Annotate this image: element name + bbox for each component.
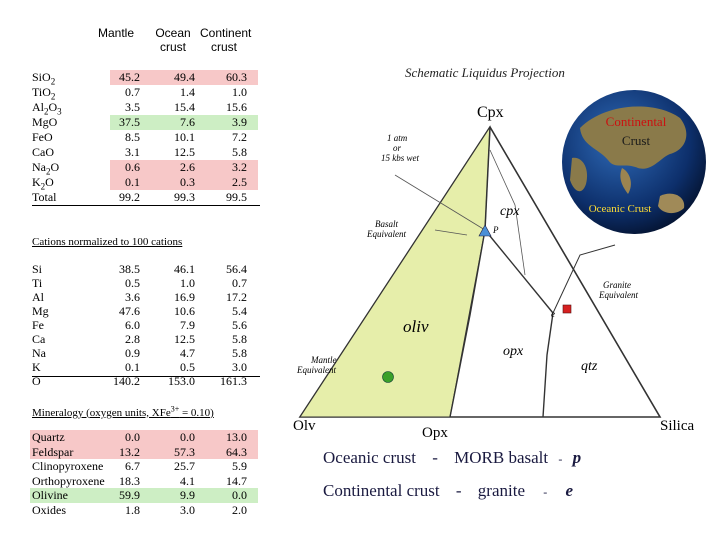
point-e-label: e [551,309,555,319]
oxide-row [30,175,260,190]
oxide-value-v1: 99.2 [119,190,140,204]
bottom-granite: granite [477,481,525,500]
oxide-value-v1: 3.1 [125,145,140,159]
oxide-value-v3: 3.9 [232,115,247,129]
mineral-label: Quartz [32,430,65,444]
oxide-value-v3: 15.6 [226,100,247,114]
mineral-row [30,503,260,518]
mineral-row [30,488,260,503]
cation-row [30,304,260,319]
cation-label: Si [32,262,43,276]
mineral-label: Olivine [32,488,68,502]
oxide-value-v1: 8.5 [125,130,140,144]
oxide-value-v1: 0.1 [125,175,140,189]
cation-row [30,332,260,347]
mineral-row [30,474,260,489]
cation-value-v2: 4.7 [180,346,195,360]
oxide-row [30,145,260,160]
mineralogy-title-text: Mineralogy (oxygen units, XFe$^{3+}$ = 0.10) [32,404,214,419]
header-mantle: Mantle [98,26,135,40]
oxide-value-v2: 12.5 [174,145,195,159]
cation-value-v1: 6.0 [125,318,140,332]
cation-row [30,290,260,305]
cation-label: O [32,374,41,388]
mineral-value-v3: 0.0 [232,488,247,502]
oxide-value-v2: 99.3 [174,190,195,204]
oxide-value-v2: 2.6 [180,160,195,174]
cation-label: Al [32,290,44,304]
oxide-row [30,115,260,130]
globe-label-crust: Crust [621,133,651,148]
cation-value-v2: 0.5 [180,360,195,374]
mantle-marker [383,372,394,383]
vertex-cpx: Cpx [477,104,504,121]
mineral-label: Feldspar [32,444,74,459]
oxide-label: MgO [32,115,58,129]
mineral-value-v1: 13.2 [119,444,140,459]
mineralogy-title [32,404,214,419]
oxide-row [30,130,260,145]
oxide-value-v2: 0.3 [180,175,195,189]
oxide-label: Total [32,190,57,204]
header-continent-line1: Continent [200,26,252,40]
mineral-value-v3: 5.9 [232,459,247,473]
cation-value-v3: 3.0 [232,360,247,374]
oxide-value-v3: 1.0 [232,85,247,99]
cation-value-v3: 5.8 [232,332,247,346]
oxide-value-v1: 3.5 [125,100,140,114]
cation-row [30,360,260,375]
oxide-value-v1: 0.7 [125,85,140,99]
cation-value-v1: 0.5 [125,276,140,290]
bottom-morb: MORB basalt [454,448,549,467]
oxide-value-v2: 10.1 [174,130,195,144]
mantle-equivalent-1: Mantle [311,355,337,365]
vertex-silica: Silica [660,418,695,434]
oxide-value-v1: 37.5 [119,115,140,129]
cation-label: Mg [32,304,49,318]
granite-equivalent-1: Granite [603,280,631,290]
conditions-3: 15 kbs wet [381,153,419,163]
field-oliv: oliv [403,317,429,336]
oxide-value-v2: 15.4 [174,100,195,114]
mineral-value-v3: 64.3 [226,444,247,459]
cation-value-v3: 5.8 [232,346,247,360]
oxide-label: FeO [32,130,53,144]
bottom-dash-4: - [543,485,548,499]
cation-value-v1: 47.6 [119,304,140,318]
oxide-value-v3: 3.2 [232,160,247,174]
cation-value-v3: 56.4 [226,262,247,276]
oxide-label: $K_2O$ [32,175,54,192]
oxide-value-v1: 45.2 [119,70,140,84]
bottom-dash-2: - [558,452,563,466]
basalt-equivalent-1: Basalt [375,219,399,229]
mantle-equivalent-2: Equivalent [297,365,336,375]
mineral-value-v2: 3.0 [180,502,195,517]
point-p-label: P [493,225,499,235]
oxide-row [30,160,260,175]
cation-value-v3: 5.6 [232,318,247,332]
oxide-row [30,190,260,205]
cation-label: Ti [32,276,43,290]
mineral-label: Clinopyroxene [32,459,104,473]
conditions-1: 1 atm [387,133,408,143]
oxide-value-v2: 1.4 [180,85,195,99]
bottom-dash-1: - [432,448,438,467]
mineral-label: Orthopyroxene [32,473,105,488]
vertex-olv: Olv [293,418,316,434]
vertex-opx: Opx [422,425,448,440]
diagram-title: Schematic Liquidus Projection [405,65,565,80]
oxide-row [30,85,260,100]
oxide-label: CaO [32,145,54,159]
oxide-label: TiO$_2$ [32,85,56,102]
bottom-e: e [565,481,574,500]
cation-value-v2: 1.0 [180,276,195,290]
cation-value-v3: 17.2 [226,290,247,304]
earth-globe [560,88,708,236]
bottom-continental-crust: Continental crust [323,481,440,500]
mineral-row [30,430,260,445]
oxide-value-v3: 99.5 [226,190,247,204]
mineral-value-v2: 9.9 [180,488,195,502]
oxide-value-v3: 2.5 [232,175,247,189]
cation-value-v2: 7.9 [180,318,195,332]
cation-label: K [32,360,41,374]
mineral-value-v1: 18.3 [119,473,140,488]
header-continent-line2: crust [210,40,237,54]
mineral-label: Oxides [32,502,66,517]
cation-value-v1: 38.5 [119,262,140,276]
cation-value-v1: 3.6 [125,290,140,304]
oxide-row [30,70,260,85]
cation-value-v2: 12.5 [174,332,195,346]
mineral-value-v2: 0.0 [180,430,195,444]
granite-marker [563,305,571,313]
cation-value-v1: 140.2 [113,374,140,388]
cation-rule [32,376,260,377]
cation-row [30,276,260,291]
cation-value-v1: 0.1 [125,360,140,374]
cation-value-v1: 0.9 [125,346,140,360]
header-ocean-line1: Ocean [155,26,191,40]
mineral-row [30,459,260,474]
oxide-row [30,100,260,115]
mineral-value-v3: 14.7 [226,473,247,488]
cation-value-v2: 46.1 [174,262,195,276]
mineral-value-v2: 4.1 [180,473,195,488]
oxide-value-v3: 5.8 [232,145,247,159]
field-qtz: qtz [581,359,598,374]
oxide-label: $Al_2O_3$ [32,100,62,117]
oxide-label: SiO$_2$ [32,70,56,87]
bottom-dash-3: - [455,481,462,500]
oxide-value-v3: 60.3 [226,70,247,84]
mineral-value-v3: 2.0 [232,502,247,517]
mineral-value-v1: 6.7 [125,459,140,473]
conditions-2: or [393,143,402,153]
cation-value-v2: 10.6 [174,304,195,318]
oxide-value-v2: 49.4 [174,70,195,84]
field-opx: opx [503,344,524,359]
mineral-value-v2: 25.7 [174,459,195,473]
bottom-p: p [572,448,582,467]
basalt-equivalent-2: Equivalent [367,229,406,239]
cation-value-v1: 2.8 [125,332,140,346]
cation-row [30,262,260,277]
bottom-oceanic-crust: Oceanic crust [323,448,416,467]
oxide-rule [32,205,260,206]
cation-label: Na [32,346,46,360]
cation-value-v3: 161.3 [220,374,247,388]
globe-label-oceanic: Oceanic Crust [588,203,652,215]
bottom-line-continental [323,481,573,501]
oxide-value-v1: 0.6 [125,160,140,174]
cation-value-v3: 5.4 [232,304,247,318]
field-cpx: cpx [500,204,520,219]
cations-title: Cations normalized to 100 cations [32,236,183,248]
cation-row [30,318,260,333]
mineral-row [30,445,260,460]
mineral-value-v3: 13.0 [226,430,247,444]
cotectic-e-top [553,245,615,313]
oxide-value-v3: 7.2 [232,130,247,144]
mineral-value-v2: 57.3 [174,444,195,459]
cation-value-v3: 0.7 [232,276,247,290]
cation-value-v2: 153.0 [168,374,195,388]
oxide-value-v2: 7.6 [180,115,195,129]
cotectic-p-e [485,230,553,313]
mineral-value-v1: 1.8 [125,502,140,517]
bottom-line-oceanic [323,448,581,468]
mineral-value-v1: 59.9 [119,488,140,502]
cation-label: Fe [32,318,44,332]
header-ocean-crust [148,26,198,54]
header-ocean-line2: crust [159,40,186,54]
cation-value-v2: 16.9 [174,290,195,304]
globe-label-continental: Continental [605,114,667,129]
cation-label: Ca [32,332,46,346]
granite-equivalent-2: Equivalent [599,290,638,300]
cation-row [30,346,260,361]
oxide-label: $Na_2O$ [32,160,60,177]
header-continent-crust [200,26,252,54]
mineral-value-v1: 0.0 [125,430,140,444]
cotectic-opx-qtz [543,313,553,417]
